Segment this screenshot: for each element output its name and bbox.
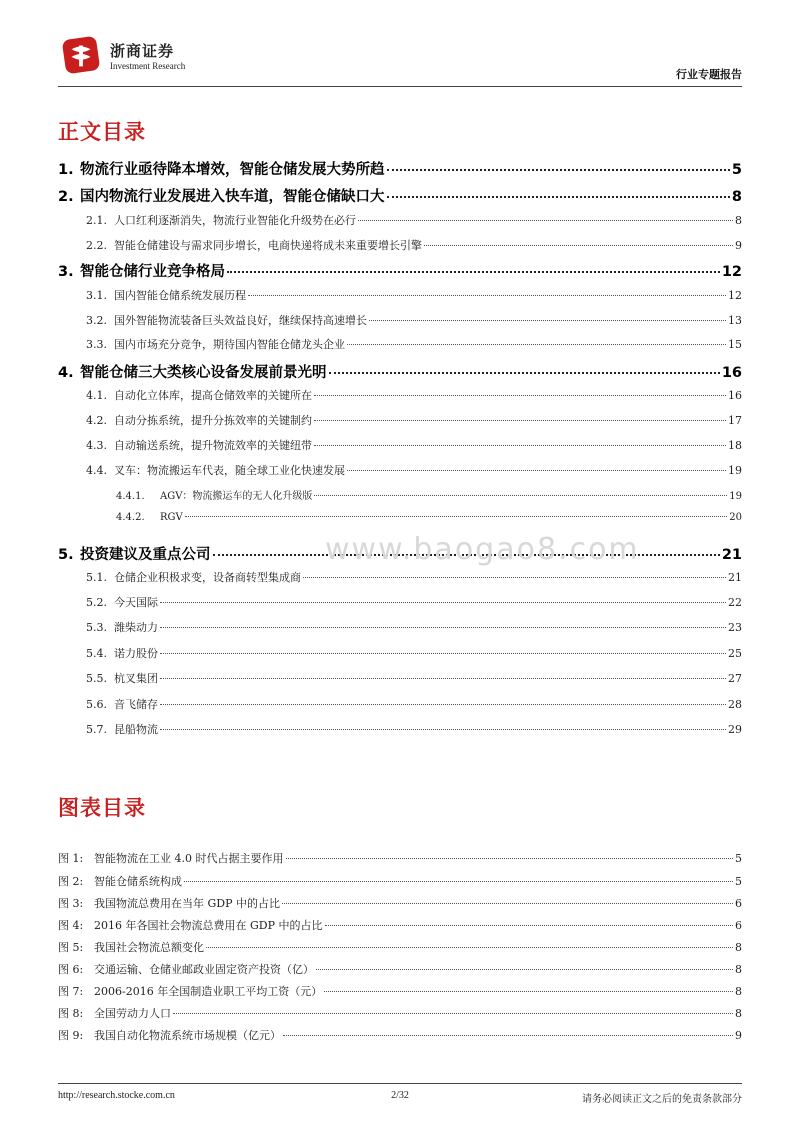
entry-number: 4.2. — [86, 414, 107, 427]
entry-label: 我国物流总费用在当年 GDP 中的占比 — [94, 897, 280, 910]
entry-number: 3.1. — [86, 289, 107, 302]
figure-entry[interactable] — [58, 895, 742, 911]
entry-label: 潍柴动力 — [114, 621, 158, 634]
entry-page-number: 8 — [735, 1007, 742, 1020]
entry-page-number: 5 — [735, 875, 742, 888]
brand-name-cn: 浙商证券 — [110, 42, 175, 60]
entry-number: 4.4. — [86, 464, 107, 477]
footer-disclaimer: 请务必阅读正文之后的免责条款部分 — [582, 1094, 742, 1105]
figure-entry[interactable] — [58, 1027, 742, 1043]
entry-number: 4.4.2. — [116, 512, 145, 523]
entry-number: 2.1. — [86, 214, 107, 227]
dot-leader — [160, 704, 726, 705]
entry-label: 智能仓储系统构成 — [94, 875, 182, 888]
entry-page-number: 6 — [735, 897, 742, 910]
entry-page-number: 23 — [728, 621, 742, 634]
dot-leader — [329, 372, 720, 374]
entry-label: 国内物流行业发展进入快车道，智能仓储缺口大 — [80, 189, 385, 205]
entry-label: 2016 年各国社会物流总费用在 GDP 中的占比 — [94, 919, 323, 932]
entry-page-number: 25 — [728, 647, 742, 660]
watermark: www.baogao8.com — [325, 532, 640, 567]
dot-leader — [325, 925, 734, 926]
entry-label: 诺力股份 — [114, 647, 158, 660]
toc-entry[interactable] — [86, 721, 742, 737]
entry-label: 2006-2016 年全国制造业职工平均工资（元） — [94, 985, 323, 998]
entry-number: 图 7: — [58, 985, 84, 998]
entry-number: 4. — [58, 365, 74, 381]
dot-leader — [160, 653, 726, 654]
toc-entry[interactable] — [116, 512, 742, 523]
report-type: 行业专题报告 — [676, 68, 742, 81]
dot-leader — [160, 678, 726, 679]
entry-label: 仓储企业积极求变，设备商转型集成商 — [114, 571, 301, 584]
entry-label: 自动化立体库，提高仓储效率的关键所在 — [114, 389, 312, 402]
dot-leader — [314, 445, 726, 446]
dot-leader — [358, 220, 733, 221]
page-header — [0, 0, 800, 92]
toc-entry[interactable] — [116, 487, 742, 502]
dot-leader — [387, 169, 730, 171]
toc-entry[interactable] — [86, 594, 742, 610]
figure-entry[interactable] — [58, 850, 742, 866]
entry-label: 全国劳动力人口 — [94, 1007, 171, 1020]
entry-page-number: 8 — [735, 963, 742, 976]
entry-page-number: 13 — [728, 314, 742, 327]
entry-label: 国内智能仓储系统发展历程 — [114, 289, 246, 302]
toc-entry[interactable] — [86, 212, 742, 228]
dot-leader — [160, 627, 726, 628]
entry-label: 音飞储存 — [114, 698, 158, 711]
dot-leader — [314, 420, 726, 421]
entry-label: 物流行业亟待降本增效，智能仓储发展大势所趋 — [80, 162, 385, 178]
footer-url[interactable]: http://research.stocke.com.cn — [58, 1090, 175, 1101]
entry-page-number: 12 — [728, 289, 742, 302]
entry-number: 图 3: — [58, 897, 84, 910]
toc-entry[interactable] — [58, 158, 742, 179]
entry-label: 今天国际 — [114, 596, 158, 609]
dot-leader — [314, 495, 727, 496]
figure-entry[interactable] — [58, 1005, 742, 1021]
entry-number: 图 1: — [58, 852, 84, 865]
entry-page-number: 21 — [721, 547, 742, 563]
entry-number: 5.7. — [86, 723, 107, 736]
dot-leader — [316, 969, 733, 970]
dot-leader — [206, 947, 733, 948]
zheshang-securities-logo-icon — [62, 36, 100, 74]
entry-page-number: 16 — [721, 365, 742, 381]
toc-entry[interactable] — [86, 569, 742, 585]
entry-number: 5.5. — [86, 672, 107, 685]
entry-number: 5.2. — [86, 596, 107, 609]
entry-number: 2.2. — [86, 239, 107, 252]
dot-leader — [324, 991, 733, 992]
entry-label: 交通运输、仓储业邮政业固定资产投资（亿） — [94, 963, 314, 976]
entry-number: 5.4. — [86, 647, 107, 660]
figure-entry[interactable] — [58, 939, 742, 955]
toc-title: 正文目录 — [58, 120, 146, 144]
entry-page-number: 5 — [735, 852, 742, 865]
dot-leader — [185, 516, 728, 517]
entry-number: 5. — [58, 547, 74, 563]
entry-page-number: 19 — [728, 464, 742, 477]
entry-number: 图 6: — [58, 963, 84, 976]
entry-label: 自动输送系统，提升物流效率的关键纽带 — [114, 439, 312, 452]
entry-page-number: 21 — [728, 571, 742, 584]
entry-label: RGV — [160, 512, 183, 523]
entry-number: 图 4: — [58, 919, 84, 932]
entry-label: 我国自动化物流系统市场规模（亿元） — [94, 1029, 281, 1042]
entry-label: 智能物流在工业 4.0 时代占据主要作用 — [94, 852, 284, 865]
entry-page-number: 6 — [735, 919, 742, 932]
dot-leader — [282, 903, 733, 904]
toc-entry[interactable] — [86, 619, 742, 635]
dot-leader — [347, 470, 726, 471]
toc-entry[interactable] — [86, 312, 742, 328]
entry-number: 3.3. — [86, 338, 107, 351]
toc-entry[interactable] — [86, 336, 742, 352]
toc-entry[interactable] — [86, 462, 742, 478]
entry-page-number: 16 — [728, 389, 742, 402]
entry-number: 5.3. — [86, 621, 107, 634]
figure-entry[interactable] — [58, 961, 742, 977]
entry-page-number: 22 — [728, 596, 742, 609]
dot-leader — [347, 344, 726, 345]
dot-leader — [303, 577, 726, 578]
entry-number: 1. — [58, 162, 74, 178]
entry-page-number: 8 — [735, 985, 742, 998]
dot-leader — [173, 1013, 733, 1014]
toc-entry[interactable] — [86, 670, 742, 686]
brand-name-en: Investment Research — [110, 61, 186, 71]
entry-number: 4.3. — [86, 439, 107, 452]
entry-number: 图 8: — [58, 1007, 84, 1020]
entry-page-number: 8 — [735, 941, 742, 954]
entry-page-number: 17 — [728, 414, 742, 427]
toc-entry[interactable] — [86, 696, 742, 712]
dot-leader — [160, 602, 726, 603]
entry-page-number: 20 — [729, 512, 742, 523]
entry-number: 4.1. — [86, 389, 107, 402]
entry-number: 5.1. — [86, 571, 107, 584]
toc-entry[interactable] — [86, 645, 742, 661]
entry-number: 图 2: — [58, 875, 84, 888]
entry-label: 智能仓储建设与需求同步增长，电商快递将成未来重要增长引擎 — [114, 239, 422, 252]
entry-page-number: 15 — [728, 338, 742, 351]
entry-number: 2. — [58, 189, 74, 205]
entry-number: 图 9: — [58, 1029, 84, 1042]
dot-leader — [283, 1035, 733, 1036]
entry-number: 5.6. — [86, 698, 107, 711]
entry-label: AGV：物流搬运车的无人化升级版 — [160, 491, 313, 502]
dot-leader — [369, 320, 726, 321]
dot-leader — [227, 271, 720, 273]
toc-entry[interactable] — [86, 412, 742, 428]
dot-leader — [248, 295, 726, 296]
entry-label: 国内市场充分竞争，期待国内智能仓储龙头企业 — [114, 338, 345, 351]
dot-leader — [184, 881, 733, 882]
entry-page-number: 9 — [735, 239, 742, 252]
entry-label: 智能仓储三大类核心设备发展前景光明 — [80, 365, 327, 381]
entry-page-number: 27 — [728, 672, 742, 685]
footer-page-number: 2/32 — [391, 1090, 409, 1101]
footer-divider — [58, 1083, 742, 1084]
entry-page-number: 18 — [728, 439, 742, 452]
toc-entry[interactable] — [58, 361, 742, 382]
toc-entry[interactable] — [58, 185, 742, 206]
entry-page-number: 19 — [729, 491, 742, 502]
entry-page-number: 29 — [728, 723, 742, 736]
header-divider — [58, 86, 742, 87]
dot-leader — [387, 196, 730, 198]
toc-entry[interactable] — [86, 437, 742, 453]
entry-number: 图 5: — [58, 941, 84, 954]
toc-entry[interactable] — [86, 387, 742, 403]
entry-page-number: 8 — [731, 189, 742, 205]
entry-label: 杭叉集团 — [114, 672, 158, 685]
figures-title: 图表目录 — [58, 796, 146, 820]
toc-entry[interactable] — [86, 237, 742, 253]
entry-label: 人口红利逐渐消失，物流行业智能化升级势在必行 — [114, 214, 356, 227]
entry-page-number: 9 — [735, 1029, 742, 1042]
dot-leader — [160, 729, 726, 730]
entry-number: 3. — [58, 264, 74, 280]
entry-page-number: 12 — [721, 264, 742, 280]
entry-page-number: 28 — [728, 698, 742, 711]
entry-number: 3.2. — [86, 314, 107, 327]
entry-number: 4.4.1. — [116, 491, 145, 502]
figure-entry[interactable] — [58, 917, 742, 933]
toc-entry[interactable] — [58, 260, 742, 281]
dot-leader — [286, 858, 734, 859]
figure-entry[interactable] — [58, 873, 742, 889]
entry-label: 叉车：物流搬运车代表，随全球工业化快速发展 — [114, 464, 345, 477]
entry-label: 投资建议及重点公司 — [80, 547, 211, 563]
dot-leader — [314, 395, 726, 396]
entry-label: 智能仓储行业竞争格局 — [80, 264, 225, 280]
toc-entry[interactable] — [86, 287, 742, 303]
entry-page-number: 8 — [735, 214, 742, 227]
entry-label: 自动分拣系统，提升分拣效率的关键制约 — [114, 414, 312, 427]
entry-label: 昆船物流 — [114, 723, 158, 736]
figure-entry[interactable] — [58, 983, 742, 999]
dot-leader — [424, 245, 733, 246]
entry-page-number: 5 — [731, 162, 742, 178]
entry-label: 国外智能物流装备巨头效益良好，继续保持高速增长 — [114, 314, 367, 327]
entry-label: 我国社会物流总额变化 — [94, 941, 204, 954]
